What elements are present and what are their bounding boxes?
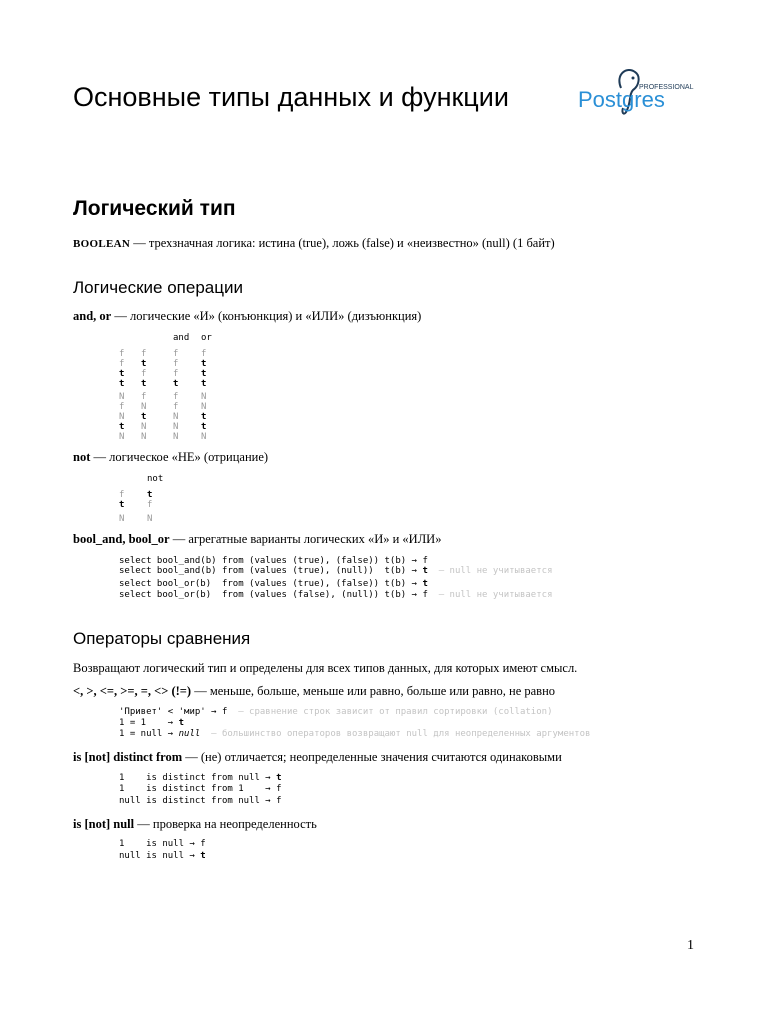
truth-cell: N bbox=[119, 514, 125, 524]
code-line bbox=[119, 729, 590, 739]
code-result: t bbox=[200, 851, 206, 861]
code-line bbox=[119, 707, 552, 717]
code-text: null is distinct from null → bbox=[119, 796, 277, 806]
section-heading-logical-ops: Логические операции bbox=[73, 278, 243, 297]
truth-cell: N bbox=[119, 412, 125, 422]
truth-cell: t bbox=[201, 422, 207, 432]
code-line bbox=[119, 556, 428, 566]
truth-cell: t bbox=[201, 359, 207, 369]
truth-cell: t bbox=[119, 369, 125, 379]
truth-cell: N bbox=[201, 402, 207, 412]
code-result: f bbox=[276, 796, 282, 806]
truth-cell: f bbox=[141, 369, 147, 379]
boolean-desc: — трехзначная логика: истина (true), ложь (false) и «неизвестно» (null) (1 байт) bbox=[130, 236, 555, 250]
code-line bbox=[119, 839, 206, 849]
truth-cell: t bbox=[141, 379, 147, 389]
code-comment: — null не учитывается bbox=[427, 590, 553, 600]
truth-cell: f bbox=[119, 349, 125, 359]
truth-cell: f bbox=[119, 402, 125, 412]
distinct-paragraph bbox=[73, 750, 562, 765]
not-paragraph bbox=[73, 450, 268, 465]
truth-cell: t bbox=[141, 359, 147, 369]
code-line bbox=[119, 566, 552, 576]
andor-paragraph bbox=[73, 309, 421, 324]
truth-cell: t bbox=[147, 490, 153, 500]
code-text: null is null → bbox=[119, 851, 201, 861]
code-text: 1 = 1 → bbox=[119, 718, 179, 728]
code-text: select bool_or(b) from (values (false), (null)) t(b) → bbox=[119, 590, 423, 600]
code-result: f bbox=[422, 556, 428, 566]
andor-desc: — логические «И» (конъюнкция) и «ИЛИ» (дизъюнкция) bbox=[111, 309, 422, 323]
truth-cell: N bbox=[173, 432, 179, 442]
boolean-keyword: BOOLEAN bbox=[73, 238, 131, 250]
truth-cell: f bbox=[119, 359, 125, 369]
ops-term: <, >, <=, >=, =, <> (!=) bbox=[73, 684, 192, 698]
truth-cell: N bbox=[173, 422, 179, 432]
isnull-term: is [not] null bbox=[73, 817, 135, 831]
code-text: select bool_and(b) from (values (true), (false)) t(b) → bbox=[119, 556, 423, 566]
distinct-desc: — (не) отличается; неопределенные значения считаются одинаковыми bbox=[182, 750, 562, 764]
code-result: f bbox=[422, 590, 428, 600]
truth-cell: f bbox=[173, 369, 179, 379]
code-text: select bool_or(b) from (values (true), (false)) t(b) → bbox=[119, 579, 423, 589]
distinct-term: is [not] distinct from bbox=[73, 750, 183, 764]
code-line bbox=[119, 579, 428, 589]
ops-paragraph bbox=[73, 684, 555, 699]
header-not: not bbox=[147, 474, 164, 484]
page-number: 1 bbox=[687, 938, 694, 953]
code-line bbox=[119, 796, 282, 806]
truth-cell: N bbox=[141, 402, 147, 412]
code-comment: — большинство операторов возвращают null для неопределенных аргументов bbox=[200, 729, 591, 739]
truth-cell: t bbox=[173, 379, 179, 389]
code-text: 1 is distinct from 1 → bbox=[119, 784, 277, 794]
code-line bbox=[119, 718, 184, 728]
truth-cell: f bbox=[147, 500, 153, 510]
code-comment: — сравнение строк зависит от правил сортировки (collation) bbox=[227, 707, 553, 717]
truth-cell: f bbox=[173, 402, 179, 412]
code-result: t bbox=[178, 718, 185, 728]
code-result: t bbox=[422, 579, 428, 589]
logo-sub: PROFESSIONAL bbox=[639, 84, 694, 91]
truth-cell: N bbox=[119, 432, 125, 442]
truth-cell: t bbox=[201, 412, 207, 422]
truth-cell: f bbox=[173, 359, 179, 369]
truth-cell: N bbox=[201, 432, 207, 442]
postgres-professional-logo bbox=[577, 66, 699, 120]
truth-cell: N bbox=[147, 514, 153, 524]
truth-cell: t bbox=[201, 369, 207, 379]
header-and: and bbox=[173, 333, 190, 343]
code-result: f bbox=[200, 839, 206, 849]
truth-cell: t bbox=[119, 422, 125, 432]
code-result: t bbox=[276, 773, 282, 783]
code-result: t bbox=[422, 566, 428, 576]
page-title: Основные типы данных и функции bbox=[73, 82, 509, 112]
truth-cell: f bbox=[201, 349, 207, 359]
truth-cell: N bbox=[119, 392, 125, 402]
truth-cell: N bbox=[141, 422, 147, 432]
code-text: 1 = null → bbox=[119, 729, 179, 739]
truth-cell: f bbox=[141, 392, 147, 402]
code-line bbox=[119, 773, 282, 783]
bool-agg-paragraph bbox=[73, 532, 441, 547]
truth-cell: t bbox=[119, 379, 125, 389]
truth-cell: f bbox=[141, 349, 147, 359]
code-line bbox=[119, 784, 282, 794]
truth-cell: N bbox=[201, 392, 207, 402]
bool-agg-desc: — агрегатные варианты логических «И» и «ИЛИ» bbox=[169, 532, 442, 546]
truth-cell: N bbox=[173, 412, 179, 422]
truth-cell: t bbox=[141, 412, 147, 422]
section-heading-comparison: Операторы сравнения bbox=[73, 629, 251, 648]
code-comment: — null не учитывается bbox=[427, 566, 553, 576]
code-line bbox=[119, 851, 206, 861]
code-result: f bbox=[221, 707, 228, 717]
andor-term: and, or bbox=[73, 309, 112, 323]
ops-desc: — меньше, больше, меньше или равно, больше или равно, не равно bbox=[191, 684, 556, 698]
comparison-intro: Возвращают логический тип и определены для всех типов данных, для которых имеют смысл. bbox=[73, 661, 578, 675]
code-text: 1 is null → bbox=[119, 839, 201, 849]
header-or: or bbox=[201, 333, 212, 343]
truth-cell: f bbox=[173, 349, 179, 359]
truth-cell: N bbox=[141, 432, 147, 442]
truth-cell: t bbox=[119, 500, 125, 510]
not-term: not bbox=[73, 450, 91, 464]
isnull-desc: — проверка на неопределенность bbox=[134, 817, 317, 831]
code-text: 'Привет' < 'мир' → bbox=[119, 707, 222, 717]
truth-cell: f bbox=[119, 490, 125, 500]
logo-word: Postgres bbox=[578, 87, 665, 112]
code-text: select bool_and(b) from (values (true), (null)) t(b) → bbox=[119, 566, 423, 576]
code-result: f bbox=[276, 784, 282, 794]
code-line bbox=[119, 590, 552, 600]
section-heading-logical: Логический тип bbox=[73, 197, 236, 220]
truth-cell: t bbox=[201, 379, 207, 389]
code-result: null bbox=[178, 729, 201, 739]
truth-cell: f bbox=[173, 392, 179, 402]
not-desc: — логическое «НЕ» (отрицание) bbox=[90, 450, 269, 464]
isnull-paragraph bbox=[73, 817, 317, 832]
bool-agg-term: bool_and, bool_or bbox=[73, 532, 170, 546]
code-text: 1 is distinct from null → bbox=[119, 773, 277, 783]
boolean-paragraph bbox=[73, 236, 555, 251]
